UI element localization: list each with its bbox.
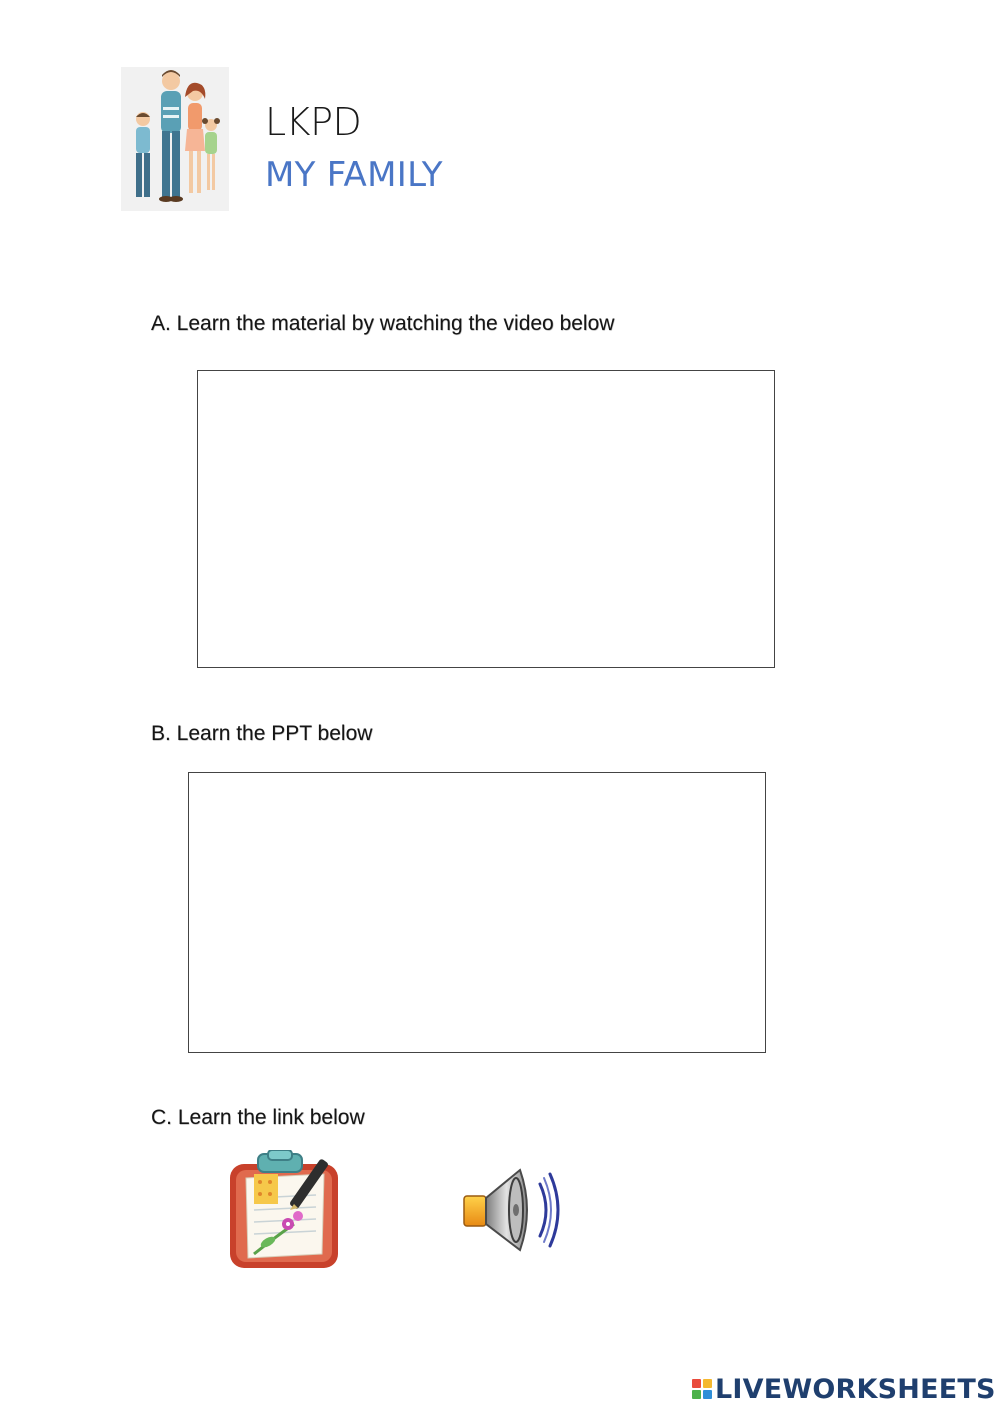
- audio-link[interactable]: [460, 1162, 570, 1258]
- page-subtitle: MY FAMILY: [265, 155, 443, 195]
- clipboard-notes-icon: [224, 1150, 344, 1272]
- video-embed-frame[interactable]: [197, 370, 775, 668]
- speaker-icon: [460, 1162, 570, 1258]
- footer-brand: [692, 1372, 996, 1406]
- footer-brand-text: LIVEWORKSHEETS: [715, 1373, 996, 1405]
- section-c-instruction: C. Learn the link below: [151, 1106, 365, 1129]
- liveworksheets-logo-icon: [692, 1379, 712, 1399]
- family-illustration: [121, 67, 229, 211]
- family-illustration-icon: [121, 67, 229, 211]
- page-title: LKPD: [265, 100, 362, 144]
- section-b-instruction: B. Learn the PPT below: [151, 722, 373, 745]
- section-a-instruction: A. Learn the material by watching the video below: [151, 312, 615, 335]
- notes-link[interactable]: [224, 1150, 344, 1272]
- ppt-embed-frame[interactable]: [188, 772, 766, 1053]
